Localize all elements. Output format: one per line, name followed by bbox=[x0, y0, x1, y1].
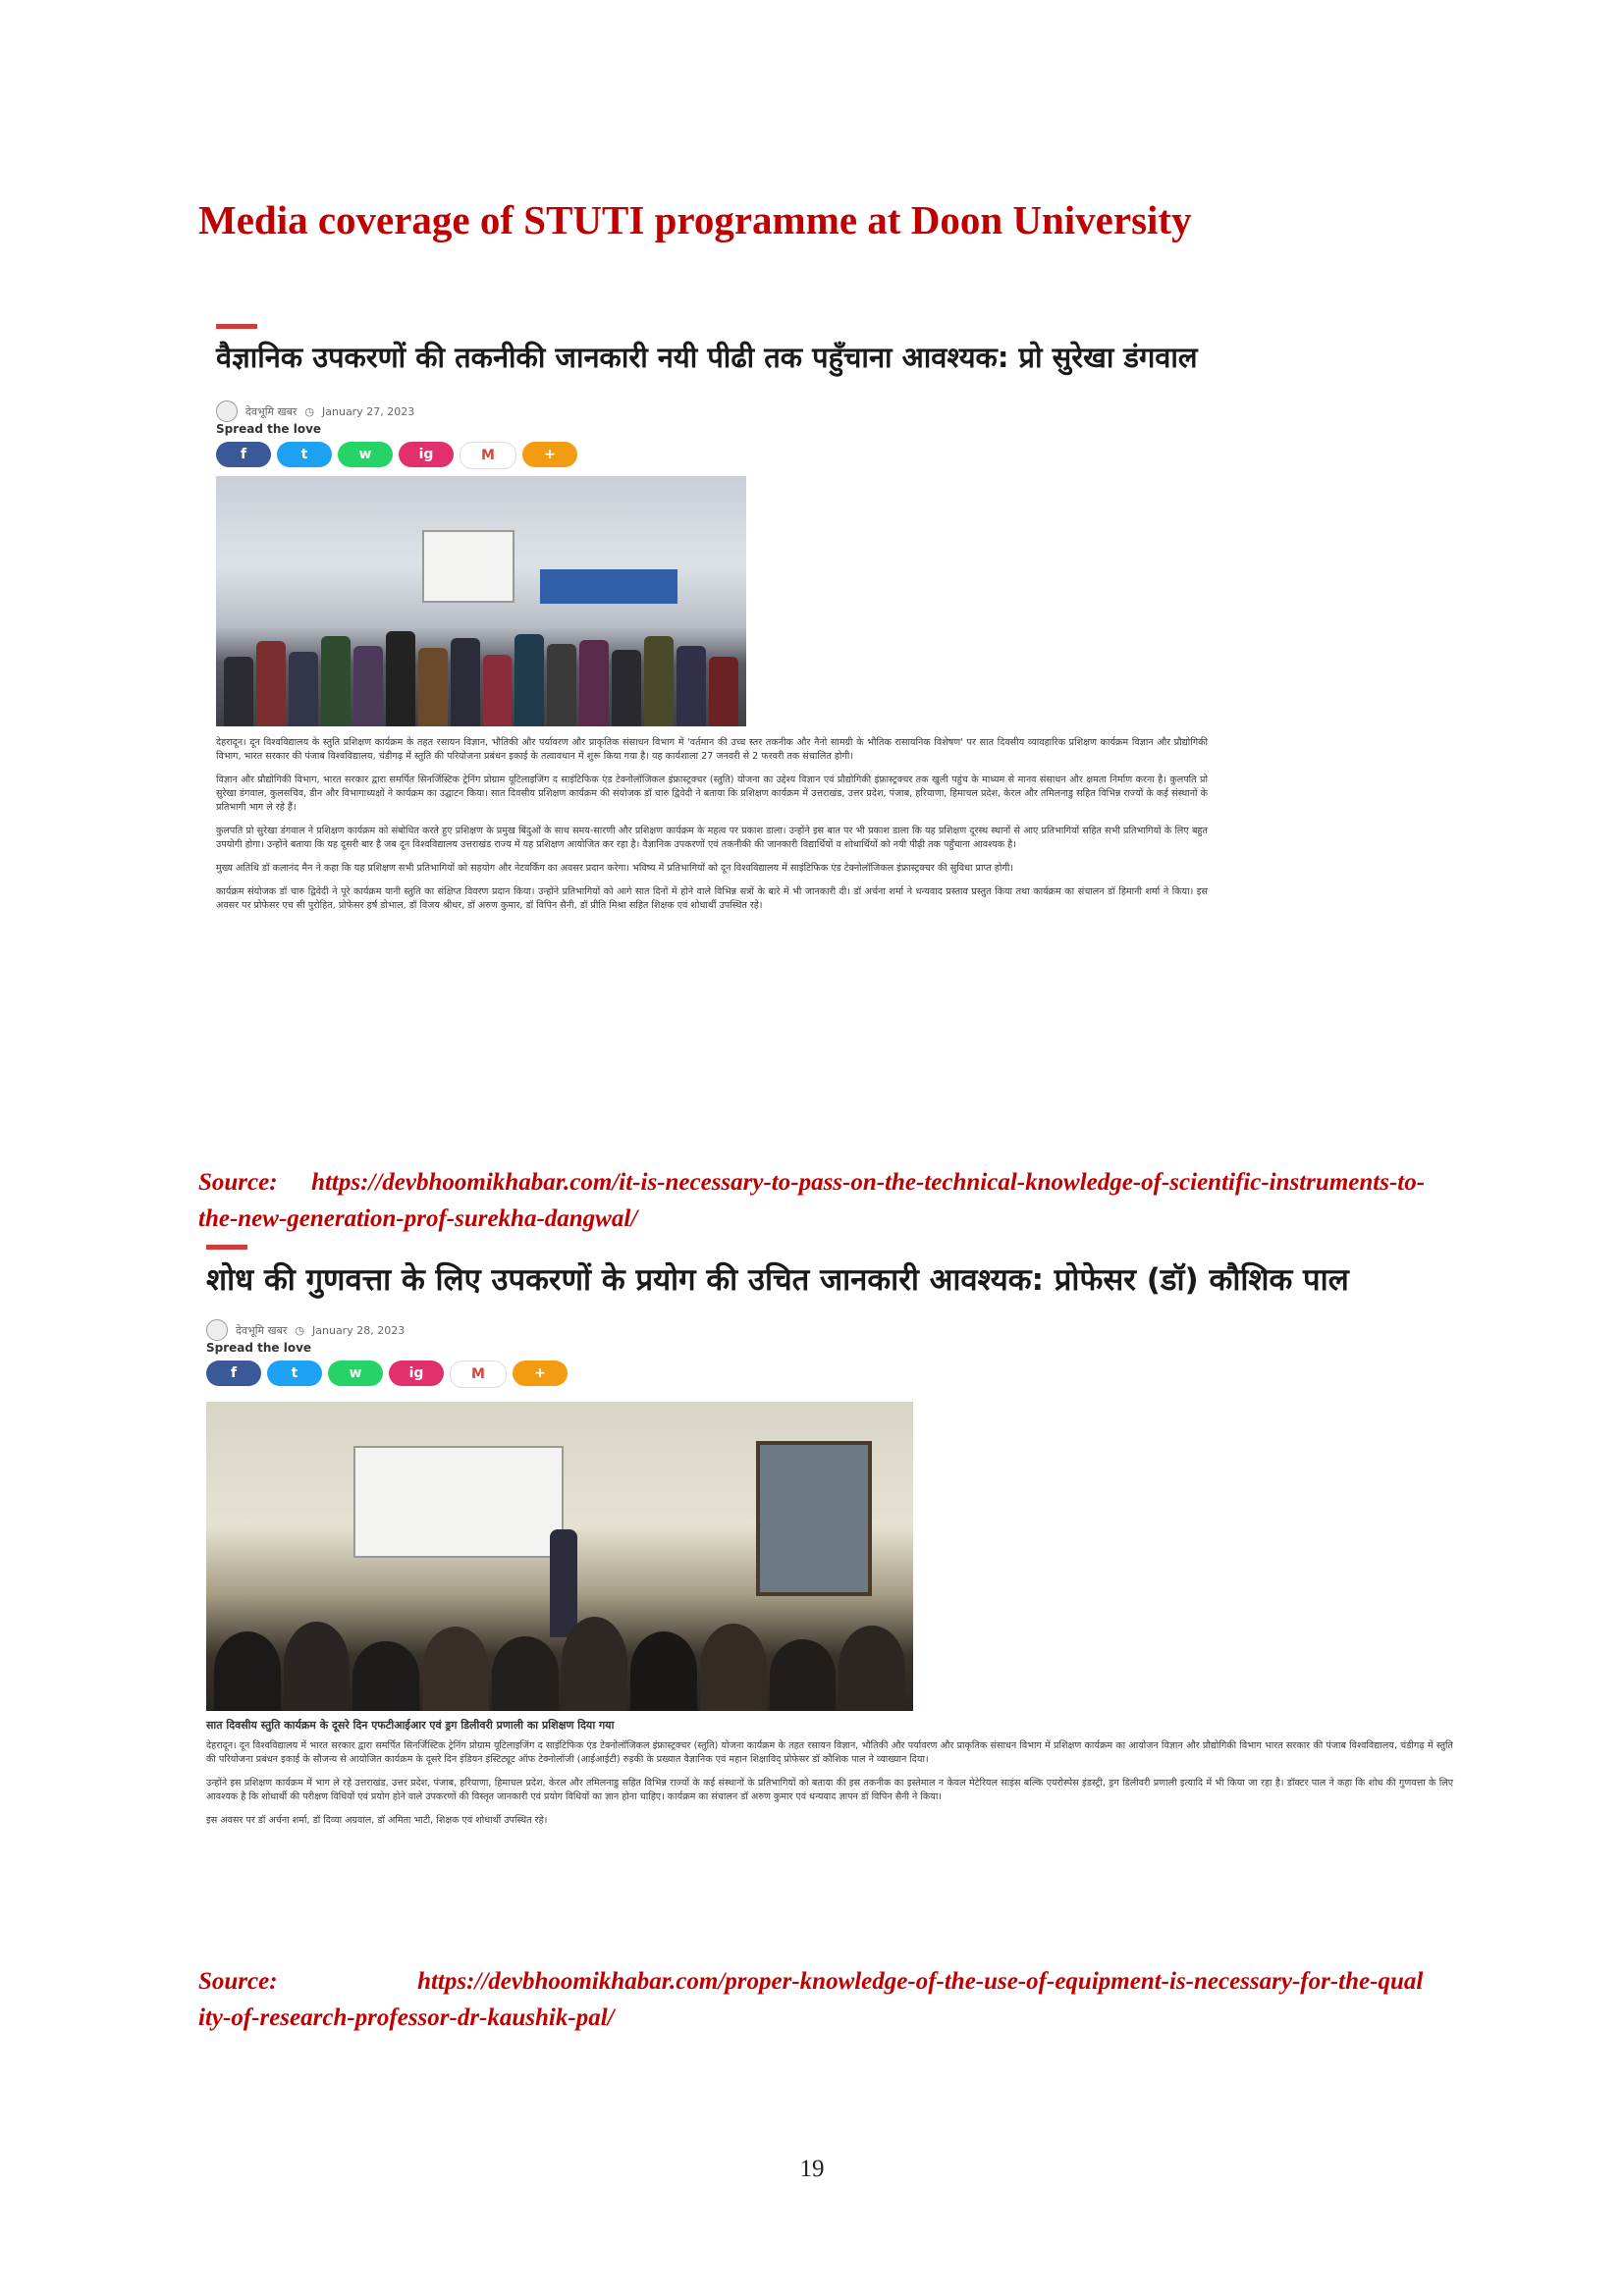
article-paragraph: कुलपति प्रो सुरेखा डंगवाल ने प्रशिक्षण कार्यक्रम को संबोधित करते हुए प्रशिक्षण के प्रमुख बिंदुओं के साथ समय-सारणी और प्रशिक्षण कार्यक्रम के महत्व पर प्रकाश डाला। उन्होंने इस बात पर भी प्रकाश डाला कि यह प्रशिक्षण दूरस्थ स्थानों से आए प्रतिभागियों सहित सभी प्रतिभागियों के लिए बहुत उपयोगी होगा। उन्होंने बताया कि यह दूसरी बार है जब दून विश्वविद्यालय उत्तराखंड राज्य में यह प्रशिक्षण आयोजित कर रहा है। वैज्ञानिक उपकरणों एवं तकनीकी की जानकारी विद्यार्थियों व शोधार्थियों को नयी पीढ़ी तक पहुँचाना आवश्यक है। bbox=[216, 826, 1208, 850]
news-clipping-1 bbox=[208, 324, 1219, 1129]
clock-icon: ◷ bbox=[295, 1323, 305, 1337]
article-author: देवभूमि खबर bbox=[245, 404, 298, 418]
article-body bbox=[206, 1739, 1453, 1838]
spread-label: Spread the love bbox=[206, 1341, 312, 1355]
twitter-share-button[interactable]: t bbox=[277, 442, 332, 467]
article-headline: शोध की गुणवत्ता के लिए उपकरणों के प्रयोग की उचित जानकारी आवश्यक: प्रोफेसर (डॉ) कौशिक पाल bbox=[206, 1262, 1349, 1298]
audience bbox=[206, 1612, 913, 1711]
crowd bbox=[216, 626, 746, 726]
article-paragraph: विज्ञान और प्रौद्योगिकी विभाग, भारत सरकार द्वारा समर्पित सिनर्जिस्टिक ट्रेनिंग प्रोग्राम यूटिलाइजिंग द साइंटिफिक एंड टेक्नोलॉजिकल इंफ्रास्ट्रक्चर (स्तुति) योजना का उद्देश्य विज्ञान एवं प्रौद्योगिकी इंफ्रास्ट्रक्चर तक खुली पहुंच के माध्यम से मानव संसाधन और क्षमता निर्माण करना है। कुलपति प्रो सुरेखा डंगवाल, कुलसचिव, डीन और विभागाध्यक्षों ने कार्यक्रम का उद्घाटन किया। सात दिवसीय प्रशिक्षण कार्यक्रम की संयोजक डॉ चारु द्विवेदी ने बताया कि प्रशिक्षण कार्यक्रम में उत्तराखंड, उत्तर प्रदेश, पंजाब, हरियाणा, हिमाचल प्रदेश, केरल और तमिलनाडु सहित विभिन्न राज्यों के कई संस्थानों के प्रतिभागी भाग ले रहे हैं। bbox=[216, 774, 1208, 813]
source-label: Source: bbox=[198, 1169, 278, 1196]
page-title: Media coverage of STUTI programme at Doon University bbox=[198, 197, 1192, 242]
article-paragraph: इस अवसर पर डॉ अर्चना शर्मा, डॉ दिव्या अग्रवाल, डॉ अमिता भाटी, शिक्षक एवं शोधार्थी उपस्थित रहे। bbox=[206, 1815, 548, 1826]
article-author: देवभूमि खबर bbox=[236, 1323, 288, 1337]
article-body bbox=[216, 736, 1208, 923]
instagram-share-button[interactable]: ig bbox=[389, 1361, 444, 1386]
article-date: January 28, 2023 bbox=[312, 1323, 406, 1337]
facebook-share-button[interactable]: f bbox=[216, 442, 271, 467]
article-paragraph: उन्होंने इस प्रशिक्षण कार्यक्रम में भाग ले रहे उत्तराखंड, उत्तर प्रदेश, पंजाब, हरियाणा, हिमाचल प्रदेश, केरल और तमिलनाडु सहित विभिन्न राज्यों के कई संस्थानों के प्रतिभागियों को बताया की इस तकनीक का इस्तेमाल न केवल मेटेरियल साइंस बल्कि एयरोस्पेस इंडस्ट्री, ड्रग डिलीवरी प्रणाली इत्यादि में भी किया जा रहा है। डॉक्टर पाल ने कहा कि शोध की गुणवत्ता के लिए आवश्यक है कि शोधार्थी की परीक्षण विधियों एवं प्रयोग होने वाले उपकरणों की विस्तृत जानकारी एवं प्रयोग विधियों का ज्ञान होना चाहिए। कार्यक्रम का संचालन डॉ अरुण कुमार एवं धन्यवाद ज्ञापन डॉ विपिन सैनी ने किया। bbox=[206, 1778, 1453, 1802]
facebook-share-button[interactable]: f bbox=[206, 1361, 261, 1386]
more-share-button[interactable]: + bbox=[513, 1361, 568, 1386]
article-paragraph: देहरादून। दून विश्वविद्यालय के स्तुति प्रशिक्षण कार्यक्रम के तहत रसायन विज्ञान, भौतिकी और पर्यावरण और प्राकृतिक संसाधन विभाग में 'वर्तमान की उच्च स्तर तकनीक और नैनो सामग्री के भौतिक रासायनिक विशेषण' पर सात दिवसीय व्यावहारिक प्रशिक्षण कार्यक्रम विज्ञान और प्रौद्योगिकी विभाग, भारत सरकार की पंजाब विश्वविद्यालय, चंडीगढ़ में स्तुति की परियोजना प्रबंधन इकाई के तत्वावधान में शुरू किया गया है। यह कार्यशाला 27 जनवरी से 2 फरवरी तक संचालित होगी। bbox=[216, 737, 1208, 762]
spread-label: Spread the love bbox=[216, 422, 322, 436]
source-label: Source: bbox=[198, 1968, 278, 1995]
article-byline bbox=[206, 1319, 405, 1341]
clock-icon: ◷ bbox=[304, 404, 315, 418]
lecture-photo bbox=[206, 1402, 913, 1711]
window bbox=[756, 1441, 872, 1596]
article-byline bbox=[216, 400, 414, 422]
article-paragraph: मुख्य अतिथि डॉ कलानंद मैन ने कहा कि यह प्रशिक्षण सभी प्रतिभागियों को सहयोग और नेटवर्किंग का अवसर प्रदान करेगा। भविष्य में प्रतिभागियों को दून विश्वविद्यालय में साइंटिफिक एंड टेक्नोलॉजिकल इंफ्रास्ट्रक्चर की सुविधा प्राप्त होगी। bbox=[216, 863, 1014, 874]
share-buttons bbox=[206, 1361, 568, 1388]
source-citation-2 bbox=[198, 1963, 1426, 2036]
red-accent-bar bbox=[216, 324, 257, 329]
whatsapp-share-button[interactable]: w bbox=[338, 442, 393, 467]
twitter-share-button[interactable]: t bbox=[267, 1361, 322, 1386]
article-headline: वैज्ञानिक उपकरणों की तकनीकी जानकारी नयी पीढी तक पहुँचाना आवश्यक: प्रो सुरेखा डंगवाल bbox=[216, 341, 1198, 374]
share-buttons bbox=[216, 442, 577, 469]
source-citation-1 bbox=[198, 1164, 1426, 1237]
instagram-share-button[interactable]: ig bbox=[399, 442, 454, 467]
source-url[interactable]: https://devbhoomikhabar.com/proper-knowledge-of-the-use-of-equipment-is-necessary-for-the-quality-of-research-professor-dr-kaushik-pal/ bbox=[198, 1968, 1424, 2031]
gmail-share-button[interactable]: M bbox=[460, 442, 516, 469]
article-date: January 27, 2023 bbox=[322, 404, 415, 418]
news-clipping-2 bbox=[198, 1245, 1465, 1932]
event-banner bbox=[540, 569, 677, 604]
whatsapp-share-button[interactable]: w bbox=[328, 1361, 383, 1386]
photo-caption: सात दिवसीय स्तुति कार्यक्रम के दूसरे दिन एफटीआईआर एवं ड्रग डिलीवरी प्रणाली का प्रशिक्षण दिया गया bbox=[206, 1719, 615, 1732]
avatar-icon bbox=[216, 400, 238, 422]
avatar-icon bbox=[206, 1319, 228, 1341]
group-photo bbox=[216, 476, 746, 726]
projector-screen bbox=[353, 1446, 564, 1558]
page-number: 19 bbox=[799, 2156, 825, 2182]
projector-screen bbox=[422, 530, 514, 603]
gmail-share-button[interactable]: M bbox=[450, 1361, 507, 1388]
article-paragraph: कार्यक्रम संयोजक डॉ चारु द्विवेदी ने पूरे कार्यक्रम यानी स्तुति का संक्षिप्त विवरण प्रदान किया। उन्होंने प्रतिभागियों को आगे सात दिनों में होने वाले विभिन्न सत्रों के बारे में भी जानकारी दी। डॉ अर्चना शर्मा ने धन्यवाद प्रस्ताव प्रस्तुत किया तथा कार्यक्रम का संचालन डॉ हिमानी शर्मा ने किया। इस अवसर पर प्रोफेसर एच सी पुरोहित, प्रोफेसर हर्ष डोभाल, डॉ विजय श्रीधर, डॉ अरुण कुमार, डॉ विपिन सैनी, डॉ प्रीति मिश्रा सहित शिक्षक एवं शोधार्थी उपस्थित रहे। bbox=[216, 886, 1208, 911]
more-share-button[interactable]: + bbox=[522, 442, 577, 467]
article-paragraph: देहरादून। दून विश्वविद्यालय में भारत सरकार द्वारा समर्पित सिनर्जिस्टिक ट्रेनिंग प्रोग्राम यूटिलाइजिंग द साइंटिफिक एंड टेक्नोलॉजिकल इंफ्रास्ट्रक्चर (स्तुति) योजना कार्यक्रम के तहत रसायन विज्ञान, भौतिकी और पर्यावरण और प्राकृतिक संसाधन विभाग में प्रशिक्षण कार्यक्रम का आयोजन विज्ञान और प्रौद्योगिकी विभाग भारत सरकार की पंजाब विश्वविद्यालय, चंडीगढ़ में स्तुति की परियोजना प्रबंधन इकाई के सौजन्य से आयोजित कार्यक्रम के दूसरे दिन इंडियन इंस्टिट्यूट ऑफ टेक्नोलॉजी (आईआईटी) रुड़की के प्रख्यात वैज्ञानिक एवं महान शिक्षाविद् प्रोफेसर डॉ कौशिक पाल ने व्याख्यान दिया। bbox=[206, 1740, 1453, 1765]
source-url[interactable]: https://devbhoomikhabar.com/it-is-necessary-to-pass-on-the-technical-knowledge-of-scientific-instruments-to-the-new-generation-prof-surekha-dangwal/ bbox=[198, 1169, 1426, 1232]
red-accent-bar bbox=[206, 1245, 247, 1250]
